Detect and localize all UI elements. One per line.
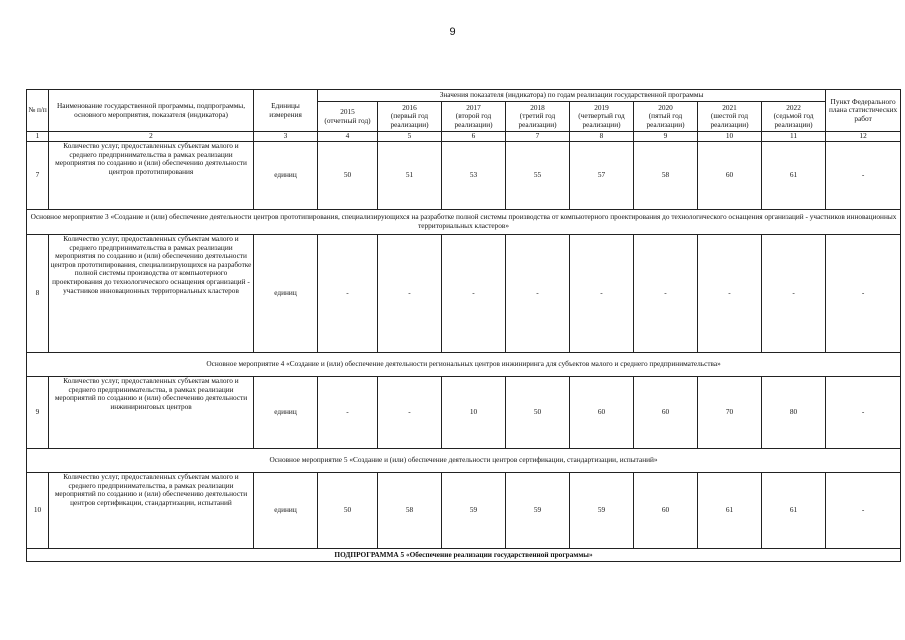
header-year-cell	[698, 102, 762, 132]
main-activity-row: Основное мероприятие 5 «Создание и (или) обеспечение деятельности центров сертификации, стандартизации, испытаний»	[27, 449, 901, 473]
header-year: 2022	[786, 102, 801, 112]
value-cell: 58	[634, 142, 698, 210]
header-year: 2017	[466, 102, 481, 112]
stat-plan-cell: -	[826, 377, 901, 449]
value-cell: -	[318, 377, 378, 449]
header-year: 2015	[340, 106, 355, 116]
indicator-name: Количество услуг, предоставленных субъектам малого и среднего предпринимательства в рамках реализации мероприятия по созданию и (или) обеспечению деятельности центров прототипирования, специализирующихся на разработке полной системы производства от компьютерного проектирования до технологического оснащения организаций - участников инновационных территориальных кластеров	[49, 235, 254, 353]
unit-cell: единиц	[254, 235, 318, 353]
value-cell: -	[378, 377, 442, 449]
value-cell: 10	[442, 377, 506, 449]
header-year-note: (первый год реализации)	[390, 111, 429, 129]
column-number: 11	[762, 132, 826, 142]
value-cell: 60	[634, 473, 698, 549]
value-cell: 57	[570, 142, 634, 210]
column-number: 5	[378, 132, 442, 142]
header-year: 2018	[530, 102, 545, 112]
unit-cell: единиц	[254, 377, 318, 449]
column-number: 2	[49, 132, 254, 142]
value-cell: -	[570, 235, 634, 353]
row-number: 8	[27, 235, 49, 353]
header-year-note: (седьмой год реализации)	[773, 111, 814, 129]
value-cell: 59	[506, 473, 570, 549]
value-cell: -	[318, 235, 378, 353]
stat-plan-cell: -	[826, 473, 901, 549]
value-cell: 50	[318, 473, 378, 549]
stat-plan-cell: -	[826, 142, 901, 210]
subprogram-heading: ПОДПРОГРАММА 5 «Обеспечение реализации государственной программы»	[27, 549, 901, 562]
header-year-note: (четвертый год реализации)	[578, 111, 625, 129]
row-number: 10	[27, 473, 49, 549]
value-cell: 60	[698, 142, 762, 210]
stat-plan-cell: -	[826, 235, 901, 353]
header-year-cell	[762, 102, 826, 132]
table-row	[27, 473, 901, 549]
value-cell: -	[442, 235, 506, 353]
row-number: 9	[27, 377, 49, 449]
header-year-cell	[378, 102, 442, 132]
header-year-cell	[506, 102, 570, 132]
value-cell: 59	[442, 473, 506, 549]
value-cell: 50	[318, 142, 378, 210]
value-cell: -	[378, 235, 442, 353]
column-number: 7	[506, 132, 570, 142]
value-cell: -	[762, 235, 826, 353]
unit-cell: единиц	[254, 142, 318, 210]
header-stat-plan: Пункт Федерального плана статистических работ	[826, 90, 901, 132]
value-cell: -	[698, 235, 762, 353]
column-number: 9	[634, 132, 698, 142]
header-values-title: Значения показателя (индикатора) по годам реализации государственной программы	[318, 90, 826, 102]
table-row	[27, 142, 901, 210]
header-year-note: (второй год реализации)	[454, 111, 493, 129]
header-name: Наименование государственной программы, подпрограммы, основного мероприятия, показателя (индикатора)	[49, 90, 254, 132]
indicator-name: Количество услуг, предоставленных субъектам малого и среднего предпринимательства в рамках реализации мероприятия по созданию и (или) обеспечению деятельности центров прототипирования	[49, 142, 254, 210]
header-year-note: (третий год реализации)	[518, 111, 557, 129]
value-cell: 58	[378, 473, 442, 549]
header-year: 2016	[402, 102, 417, 112]
column-number: 4	[318, 132, 378, 142]
indicator-name: Количество услуг, предоставленных субъектам малого и среднего предпринимательства, в рамках реализации мероприятий по созданию и (или) обеспечению деятельности центров сертификации, стандартизации, испытаний	[49, 473, 254, 549]
column-number: 8	[570, 132, 634, 142]
header-unit: Единицы измерения	[254, 90, 318, 132]
header-year-cell	[634, 102, 698, 132]
value-cell: 70	[698, 377, 762, 449]
main-activity-row: Основное мероприятие 4 «Создание и (или) обеспечение деятельности региональных центров инжиниринга для субъектов малого и среднего предпринимательства»	[27, 353, 901, 377]
header-year-note: (шестой год реализации)	[710, 111, 749, 129]
row-number: 7	[27, 142, 49, 210]
value-cell: -	[506, 235, 570, 353]
page-number: 9	[449, 26, 456, 38]
value-cell: 61	[698, 473, 762, 549]
value-cell: 55	[506, 142, 570, 210]
value-cell: 60	[634, 377, 698, 449]
value-cell: 51	[378, 142, 442, 210]
value-cell: 60	[570, 377, 634, 449]
value-cell: -	[634, 235, 698, 353]
value-cell: 50	[506, 377, 570, 449]
main-activity-row: Основное мероприятие 3 «Создание и (или) обеспечение деятельности центров прототипирования, специализирующихся на разработке полной системы производства от компьютерного проектирования до технологического оснащения организаций - участников инновационных территориальных кластеров»	[27, 210, 901, 235]
table-row	[27, 235, 901, 353]
column-number: 12	[826, 132, 901, 142]
header-year: 2019	[594, 102, 609, 112]
column-number: 6	[442, 132, 506, 142]
indicator-name: Количество услуг, предоставленных субъектам малого и среднего предпринимательства, в рамках реализации мероприятий по созданию и (или) обеспечению деятельности инжиниринговых центров	[49, 377, 254, 449]
header-num: № п/п	[27, 90, 49, 132]
indicator-table	[26, 89, 901, 562]
value-cell: 53	[442, 142, 506, 210]
header-year-cell	[442, 102, 506, 132]
value-cell: 59	[570, 473, 634, 549]
column-number: 1	[27, 132, 49, 142]
header-year-cell	[570, 102, 634, 132]
header-year-note: (пятый год реализации)	[646, 111, 685, 129]
header-year: 2020	[658, 102, 673, 112]
value-cell: 61	[762, 473, 826, 549]
value-cell: 61	[762, 142, 826, 210]
column-number: 10	[698, 132, 762, 142]
unit-cell: единиц	[254, 473, 318, 549]
value-cell: 80	[762, 377, 826, 449]
header-year-note: (отчетный год)	[324, 115, 371, 125]
table-row	[27, 377, 901, 449]
header-year: 2021	[722, 102, 737, 112]
column-number: 3	[254, 132, 318, 142]
header-year-cell	[318, 102, 378, 132]
